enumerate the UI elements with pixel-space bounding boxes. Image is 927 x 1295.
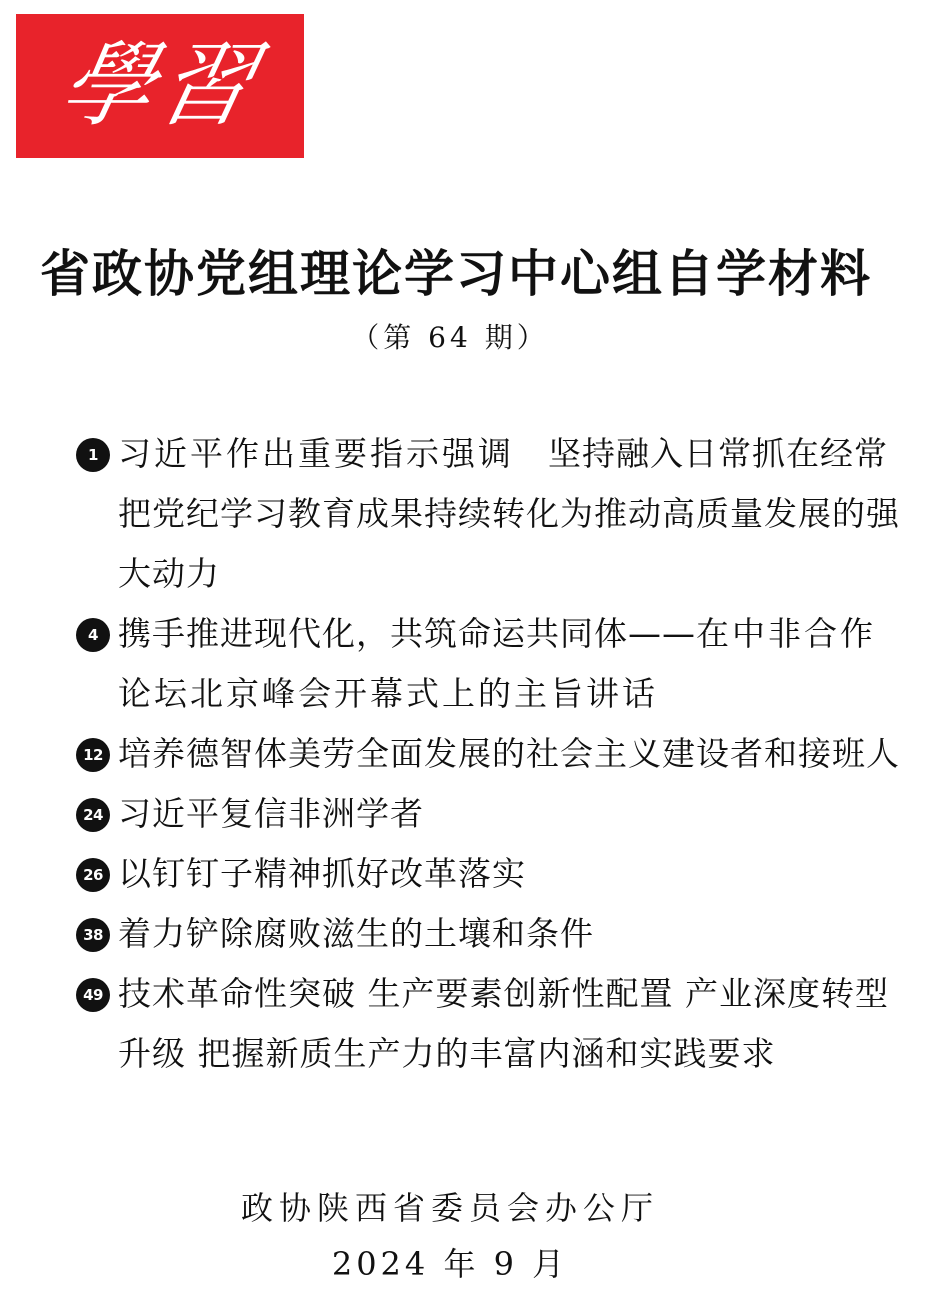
toc-entry[interactable] <box>76 724 906 784</box>
toc-entry[interactable] <box>76 604 906 724</box>
toc-entry-title-part: 习近平复信非洲学者 <box>118 794 424 833</box>
page-number-badge: 26 <box>76 858 110 892</box>
toc-entry[interactable] <box>76 784 906 844</box>
masthead-logo <box>16 14 304 158</box>
document-title: 省政协党组理论学习中心组自学材料 <box>40 244 872 303</box>
page-number-badge: 1 <box>76 438 110 472</box>
issue-number: （第 64 期） <box>351 321 549 354</box>
toc-entry[interactable] <box>76 844 906 904</box>
page-number-badge: 12 <box>76 738 110 772</box>
toc-entry[interactable] <box>76 904 906 964</box>
toc-entry-title-part: 技术革命性突破 生产要素创新性配置 产业深度转型升级 把握新质生产力的丰富内涵和实践要求 <box>118 974 889 1073</box>
toc-entry[interactable] <box>76 424 922 604</box>
toc-entry-title-part: 在中非合作论坛北京峰会开幕式上的主旨讲话 <box>118 614 876 713</box>
toc-entry-title-part: 习近平作出重要指示强调 <box>118 434 514 473</box>
table-of-contents <box>76 424 922 1084</box>
toc-entry-title-part: 坚持融入日常抓在经常 把党纪学习教育成果持续转化为推动高质量发展的强大动力 <box>118 434 922 593</box>
toc-entry[interactable] <box>76 964 906 1084</box>
toc-entry-title-part: 培养德智体美劳全面发展的社会主义建设者和接班人 <box>118 734 900 773</box>
publish-date: 2024 年 9 月 <box>331 1245 569 1283</box>
publisher-name: 政协陕西省委员会办公厅 <box>240 1189 659 1227</box>
masthead-calligraphy: 學習 <box>50 32 270 139</box>
toc-entry-title-part: 着力铲除腐败滋生的土壤和条件 <box>118 914 594 953</box>
page-number-badge: 38 <box>76 918 110 952</box>
page-number-badge: 24 <box>76 798 110 832</box>
toc-entry-title-part: 携手推进现代化，共筑命运共同体—— <box>118 614 696 653</box>
page-number-badge: 4 <box>76 618 110 652</box>
page-number-badge: 49 <box>76 978 110 1012</box>
toc-entry-title-part: 以钉钉子精神抓好改革落实 <box>118 854 526 893</box>
